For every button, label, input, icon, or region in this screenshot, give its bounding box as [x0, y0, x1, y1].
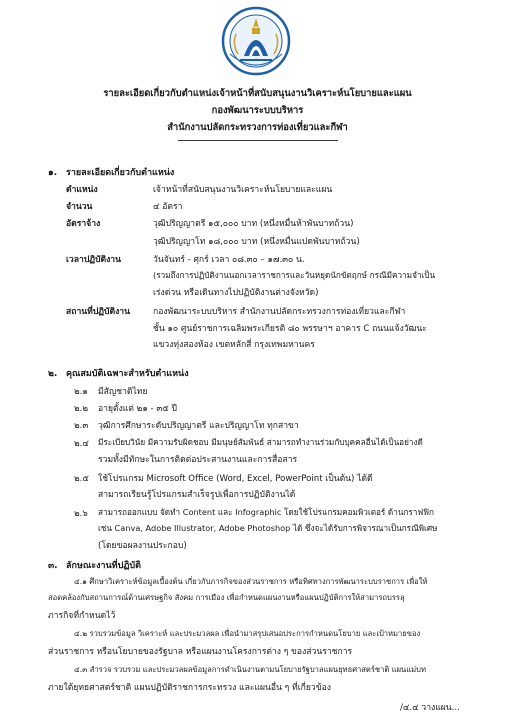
qual-item-number: ๒.๖: [74, 509, 88, 519]
workplace-line-3: แขวงทุ่งสองห้อง เขตหลักสี่ กรุงเทพมหานคร: [153, 340, 315, 350]
qual-item-text: สามารถออกแบบ จัดทำ Content และ Infographic โดยใช้โปรแกรมคอมพิวเตอร์ ด้านกราฟฟิก: [98, 507, 434, 517]
qual-item-text: ใช้โปรแกรม Microsoft Office (Word, Excel, PowerPoint เป็นต้น) ได้ดี: [98, 474, 373, 484]
duty-paragraph-2: ๔.๒ รวบรวมข้อมูล วิเคราะห์ และประมวลผล เพื่อนำมาสรุปเสนอประการกำหนดนโยบาย และเป้าหมายของ: [74, 629, 421, 638]
salary-master: วุฒิปริญญาโท ๑๘,๐๐๐ บาท (หนึ่งหมื่นแปดพันบาทถ้วน): [153, 237, 360, 247]
worktime-note-2: เร่งด่วน หรือเดินทางไปปฏิบัติงานต่างจังหวัด): [153, 288, 319, 298]
qual-item-text: อายุตั้งแต่ ๒๑ - ๓๕ ปี: [98, 404, 177, 414]
qual-item-text: (โดยขอผลงานประกอบ): [98, 541, 187, 551]
qual-item-text: เช่น Canva, Adobe Illustrator, Adobe Photoshop ได้ ซึ่งจะได้รับการพิจารณาเป็นกรณีพิเศษ: [98, 523, 438, 533]
section3-heading: ลักษณะงานที่ปฏิบัติ: [66, 561, 141, 571]
doc-title: รายละเอียดเกี่ยวกับตำแหน่งเจ้าหน้าที่สนับสนุนงานวิเคราะห์นโยบายและแผน: [103, 88, 412, 99]
title-divider: [178, 140, 338, 141]
salary-bachelor: วุฒิปริญญาตรี ๑๕,๐๐๐ บาท (หนึ่งหมื่นห้าพันบาทถ้วน): [153, 219, 354, 229]
workplace-line-1: กองพัฒนาระบบบริหาร สำนักงานปลัดกระทรวงการท่องเที่ยวและกีฬา: [153, 307, 406, 317]
workplace-line-2: ชั้น ๑๐ ศูนย์ราชการเฉลิมพระเกียรติ ๘๐ พรรษาฯ อาคาร C ถนนแจ้งวัฒนะ: [153, 324, 427, 334]
page-continuation: /๔.๔ วางแผน...: [400, 703, 460, 713]
qual-item-number: ๒.๔: [74, 439, 89, 449]
qual-item-text: มีระเบียบวินัย มีความรับผิดชอบ มีมนุษย์สัมพันธ์ สามารถทำงานร่วมกับบุคคลอื่นได้เป็นอย่างดี: [98, 437, 423, 447]
worktime-label: เวลาปฏิบัติงาน: [66, 255, 122, 265]
salary-label: อัตราจ้าง: [66, 219, 101, 229]
qual-item-number: ๒.๓: [74, 421, 89, 431]
section2-heading: คุณสมบัติเฉพาะสำหรับตำแหน่ง: [66, 369, 189, 379]
duty-paragraph-3: ภายใต้ยุทธศาสตร์ชาติ แผนปฏิบัติราชการกระทรวง และแผนอื่น ๆ ที่เกี่ยวข้อง: [48, 683, 331, 693]
qual-item-number: ๒.๑: [74, 387, 88, 397]
count-label: จำนวน: [66, 202, 93, 212]
worktime-hours: วันจันทร์ - ศุกร์ เวลา ๐๘.๓๐ – ๑๗.๓๐ น.: [153, 255, 305, 265]
qual-item-text: มีสัญชาติไทย: [98, 387, 148, 397]
section3-number: ๓.: [48, 561, 58, 571]
count-value: ๔ อัตรา: [153, 202, 183, 212]
position-label: ตำแหน่ง: [66, 185, 98, 195]
qual-item-text: วุฒิการศึกษาระดับปริญญาตรี และปริญญาโท ทุกสาขา: [98, 421, 299, 431]
section1-number: ๑.: [48, 168, 58, 178]
duty-paragraph-3: ๔.๓ สำรวจ รวบรวม และประมวลผลข้อมูลการดำเนินงานตามนโยบายรัฐบาลแผนยุทธศาสตร์ชาติ แผนแม่บท: [74, 665, 426, 674]
qual-item-text: สามารถเรียนรู้โปรแกรมสำเร็จรูปเพื่อการปฏิบัติงานได้: [98, 490, 296, 500]
section2-number: ๒.: [48, 369, 58, 379]
doc-subtitle-office: สำนักงานปลัดกระทรวงการท่องเที่ยวและกีฬา: [167, 122, 348, 133]
duty-paragraph-1: ๔.๑ ศึกษาวิเคราะห์ข้อมูลเบื้องต้น เกี่ยวกับภารกิจของส่วนราชการ หรือทิศทางการพัฒนาระบบราชการ เพื่อให้: [74, 577, 428, 586]
qual-item-number: ๒.๕: [74, 474, 89, 484]
qual-item-text: รวมทั้งมีทักษะในการติดต่อประสานงานและการสื่อสาร: [98, 455, 298, 465]
workplace-label: สถานที่ปฏิบัติงาน: [66, 307, 130, 317]
duty-paragraph-1: สอดคล้องกับสถานการณ์ด้านเศรษฐกิจ สังคม การเมือง เพื่อกำหนดแผนงานหรือแผนปฏิบัติการให้สามารถบรรลุ: [48, 593, 405, 602]
qual-item-number: ๒.๒: [74, 404, 89, 414]
doc-subtitle-division: กองพัฒนาระบบบริหาร: [211, 105, 304, 116]
duty-paragraph-2: ส่วนราชการ หรือนโยบายของรัฐบาล หรือแผนงานโครงการต่าง ๆ ของส่วนราชการ: [48, 647, 353, 657]
worktime-note-1: (รวมถึงการปฏิบัติงานนอกเวลาราชการและวันหยุดนักขัตฤกษ์ กรณีมีความจำเป็น: [153, 270, 436, 280]
ministry-logo: [216, 4, 296, 78]
duty-paragraph-1: ภารกิจที่กำหนดไว้: [48, 611, 116, 621]
position-value: เจ้าหน้าที่สนับสนุนงานวิเคราะห์นโยบายและแผน: [153, 185, 333, 195]
section1-heading: รายละเอียดเกี่ยวกับตำแหน่ง: [66, 168, 175, 178]
